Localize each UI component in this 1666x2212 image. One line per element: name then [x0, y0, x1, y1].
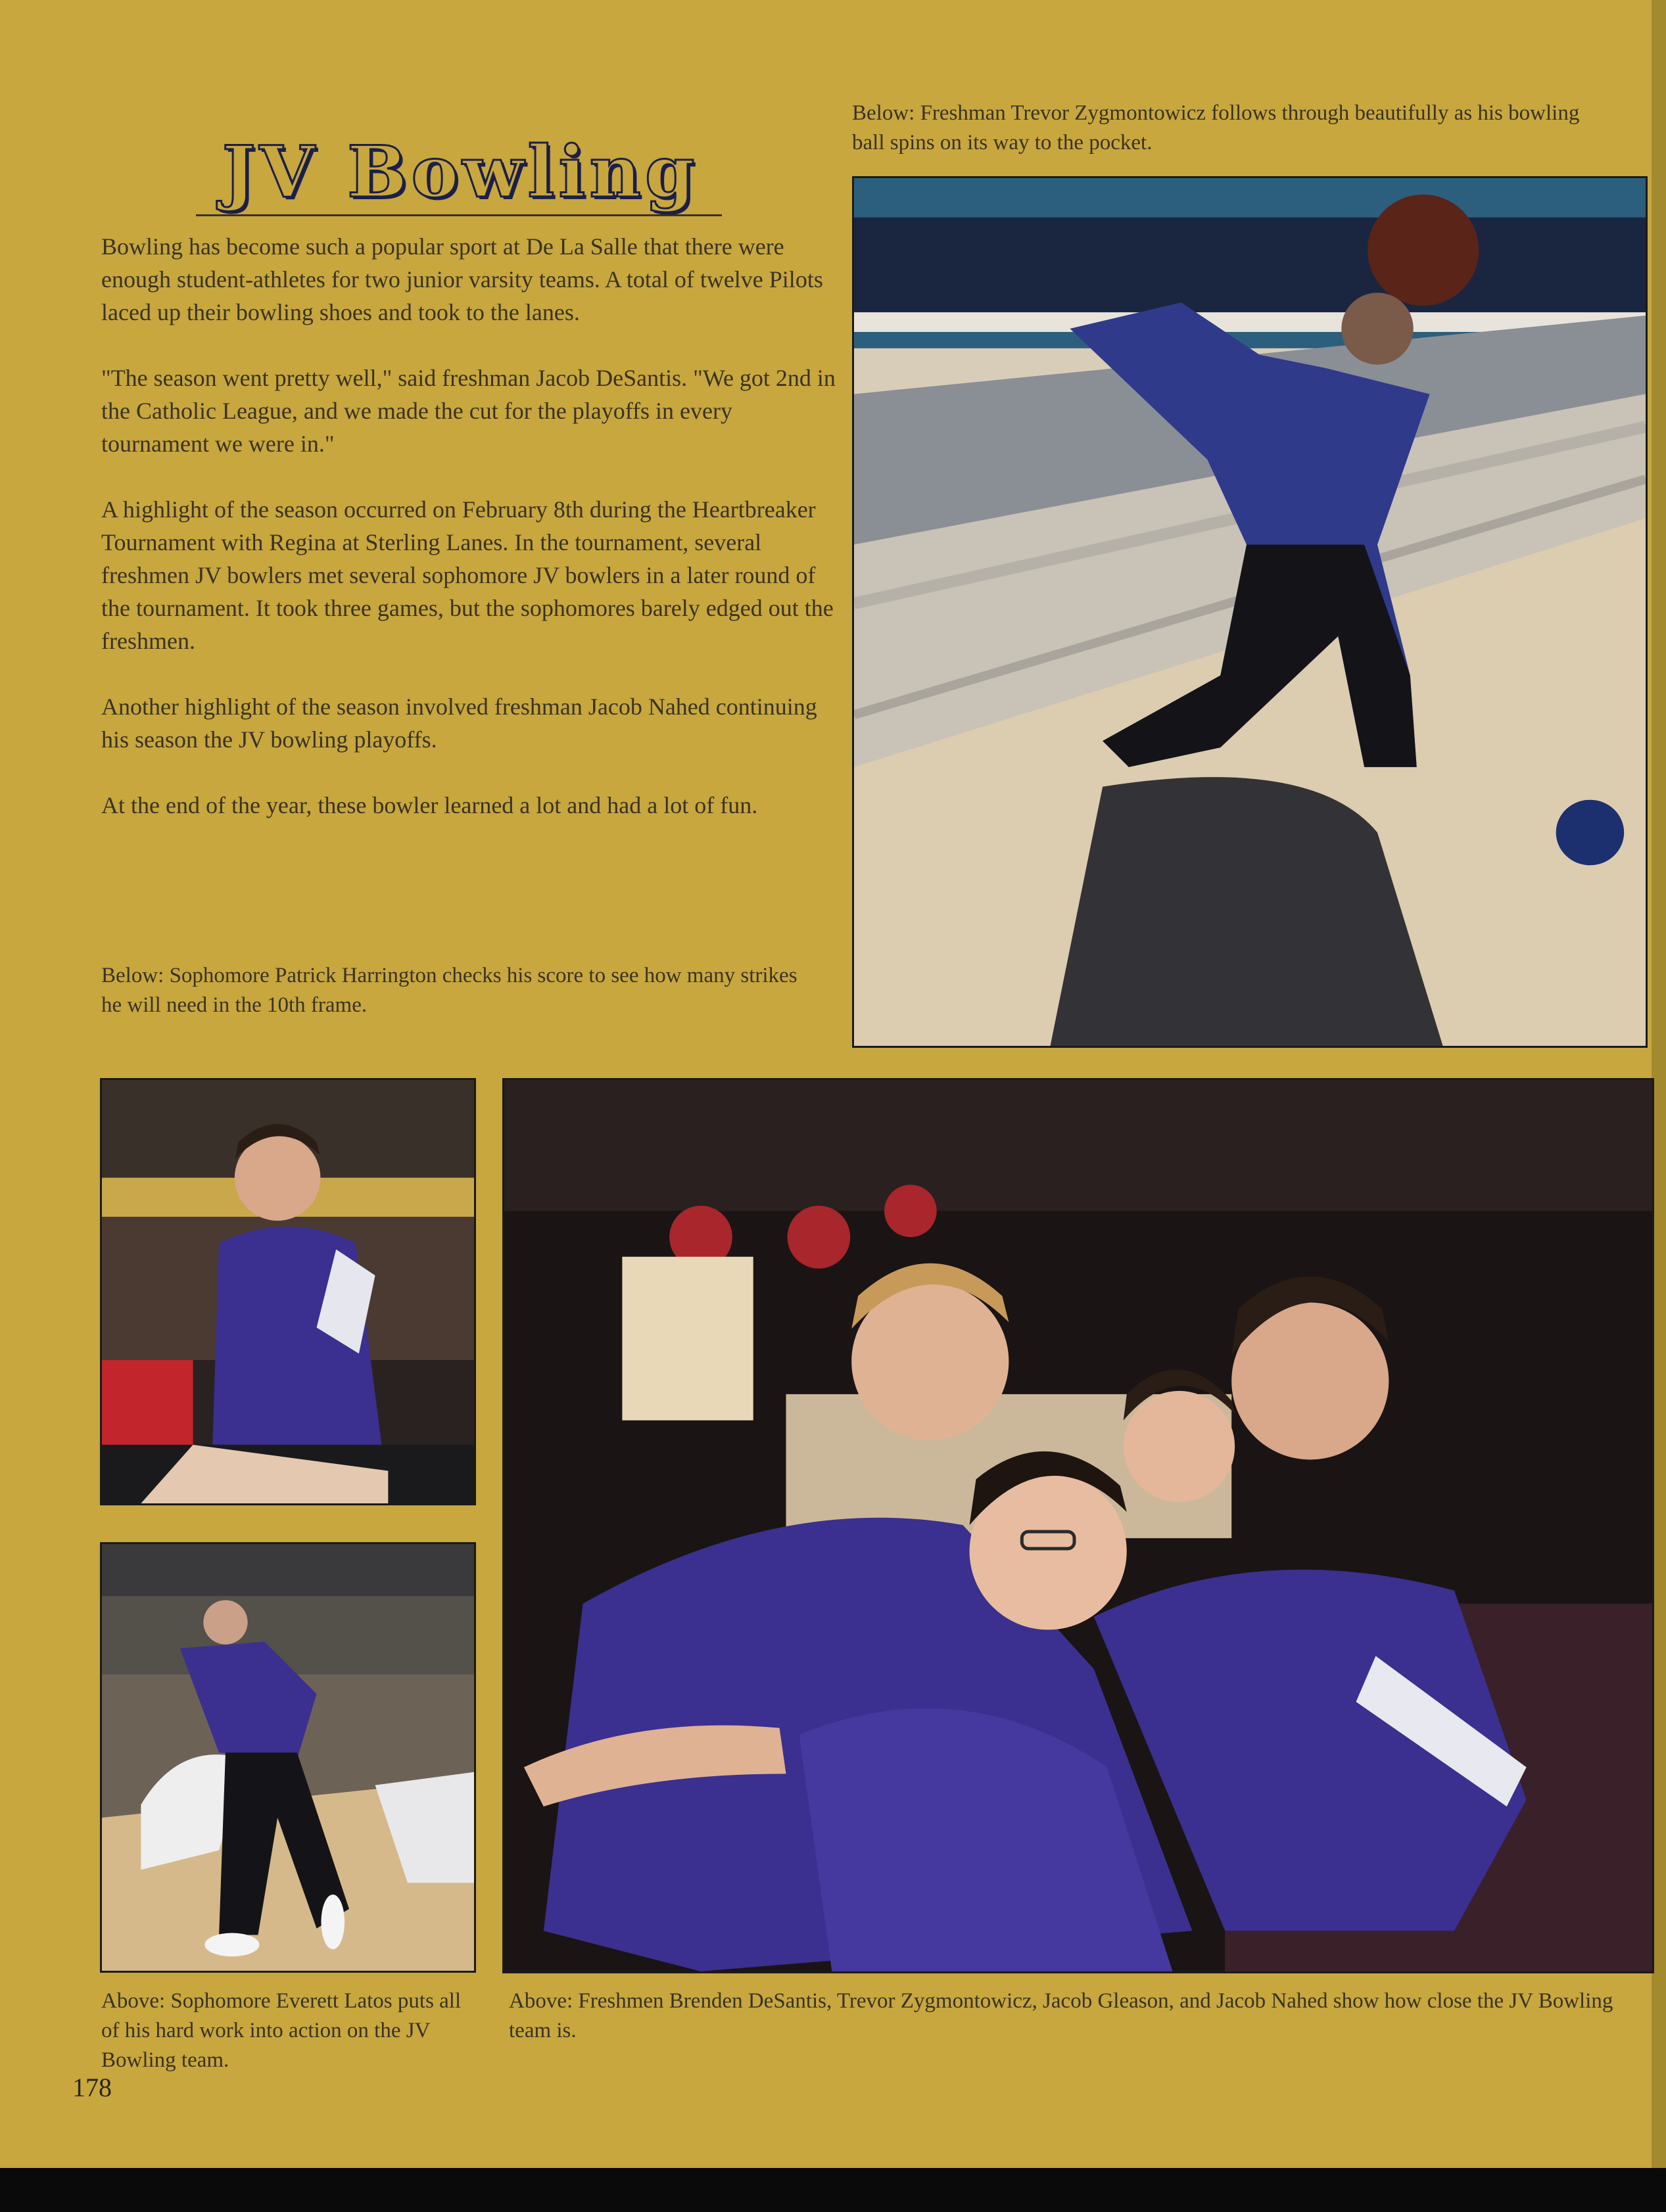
article-paragraph: At the end of the year, these bowler learned a lot and had a lot of fun.: [101, 792, 758, 818]
scan-bottom-border: [0, 2168, 1666, 2212]
article-paragraph: "The season went pretty well," said freshman Jacob DeSantis. "We got 2nd in the Catholic League, and we made the cut for the playoffs in every tournament we were in.": [101, 365, 836, 457]
group-hug-image: [504, 1080, 1652, 1971]
caption-bottom-left: Above: Sophomore Everett Latos puts all of his hard work into action on the JV Bowling team.: [101, 1989, 462, 2072]
article-paragraph: Bowling has become such a popular sport at De La Salle that there were enough student-athletes for two junior varsity teams. A total of twelve Pilots laced up their bowling shoes and took to the lanes.: [101, 233, 823, 325]
caption-bottom-right: Above: Freshmen Brenden DeSantis, Trevor Zygmontowicz, Jacob Gleason, and Jacob Nahed show how close the JV Bowling team is.: [509, 1989, 1613, 2042]
article-paragraph: Another highlight of the season involved freshman Jacob Nahed continuing his season the JV bowling playoffs.: [101, 694, 817, 753]
photo-sophomore-bowling: [100, 1542, 476, 1973]
photo-freshmen-group: [502, 1078, 1654, 1973]
photo-bowler-follow-through: [852, 176, 1648, 1048]
article-body: [101, 230, 841, 855]
caption-middle-left: Below: Sophomore Patrick Harrington checks his score to see how many strikes he will need in the 10th frame.: [101, 964, 797, 1017]
caption-top-right: Below: Freshman Trevor Zygmontowicz follows through beautifully as his bowling ball spins on its way to the pocket.: [852, 101, 1580, 154]
article-paragraph: A highlight of the season occurred on February 8th during the Heartbreaker Tournament with Regina at Sterling Lanes. In the tournament, several freshmen JV bowlers met several sophomore JV bowlers in a later round of the tournament. It took three games, but the sophomores barely edged out the freshmen.: [101, 496, 834, 654]
photo-sophomore-score-check: [100, 1078, 476, 1505]
page-title: JV Bowling: [222, 131, 699, 214]
title-underline: [196, 214, 722, 216]
page-number: 178: [72, 2073, 112, 2102]
bowling-lane-image: [854, 178, 1646, 1046]
bowler-portrait-image: [102, 1080, 474, 1503]
bowler-action-image: [102, 1544, 474, 1971]
